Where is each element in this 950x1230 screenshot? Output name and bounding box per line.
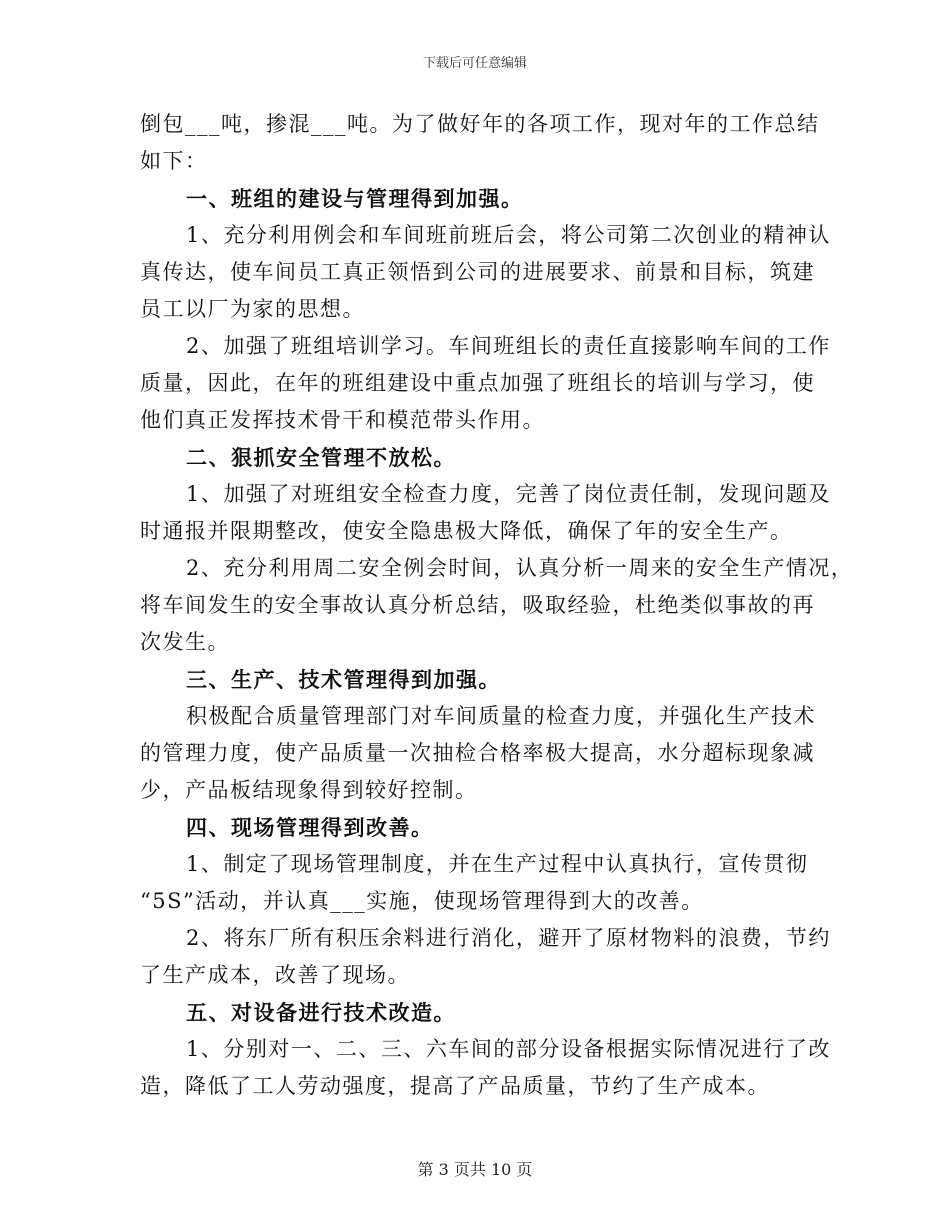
page-footer: 第 3 页共 10 页 xyxy=(417,1160,533,1179)
text-line: 积极配合质量管理部门对车间质量的检查力度，并强化生产技术 xyxy=(186,704,816,728)
section-heading: 一、班组的建设与管理得到加强。 xyxy=(186,186,524,211)
text-line: 2、将东厂所有积压余料进行消化，避开了原材物料的浪费，节约 xyxy=(186,926,831,950)
text-line: 的管理力度，使产品质量一次抽检合格率极大提高，水分超标现象减 xyxy=(140,741,815,765)
text-line: 2、充分利用周二安全例会时间，认真分析一周来的安全生产情况， xyxy=(186,556,854,580)
text-line: 了生产成本，改善了现场。 xyxy=(140,963,410,987)
text-line: “5S”活动，并认真___实施，使现场管理得到大的改善。 xyxy=(140,889,704,913)
section-heading: 五、对设备进行技术改造。 xyxy=(186,1000,456,1025)
text-line: 如下： xyxy=(140,149,208,173)
text-line: 将车间发生的安全事故认真分析总结，吸取经验，杜绝类似事故的再 xyxy=(140,593,815,617)
text-line: 质量，因此，在年的班组建设中重点加强了班组长的培训与学习，使 xyxy=(140,371,815,395)
page-header: 下载后可任意编辑 xyxy=(422,56,527,71)
text-line: 1、加强了对班组安全检查力度，完善了岗位责任制，发现问题及 xyxy=(186,482,831,506)
text-line: 2、加强了班组培训学习。车间班组长的责任直接影响车间的工作 xyxy=(186,334,831,358)
document-body xyxy=(140,106,854,1105)
text-line: 少，产品板结现象得到较好控制。 xyxy=(140,778,478,802)
text-line: 倒包___吨，掺混___吨。为了做好年的各项工作，现对年的工作总结 xyxy=(140,112,820,136)
text-line: 次发生。 xyxy=(140,630,230,654)
text-line: 他们真正发挥技术骨干和模范带头作用。 xyxy=(140,408,545,432)
section-heading: 二、狠抓安全管理不放松。 xyxy=(186,445,456,470)
text-line: 1、充分利用例会和车间班前班后会，将公司第二次创业的精神认 xyxy=(186,223,831,247)
section-heading: 三、生产、技术管理得到加强。 xyxy=(186,667,501,692)
text-line: 1、制定了现场管理制度，并在生产过程中认真执行，宣传贯彻 xyxy=(186,852,809,876)
text-line: 1、分别对一、二、三、六车间的部分设备根据实际情况进行了改 xyxy=(186,1037,831,1061)
text-line: 员工以厂为家的思想。 xyxy=(140,297,365,321)
text-line: 真传达，使车间员工真正领悟到公司的进展要求、前景和目标，筑建 xyxy=(140,260,815,284)
text-line: 时通报并限期整改，使安全隐患极大降低，确保了年的安全生产。 xyxy=(140,519,793,543)
text-line: 造，降低了工人劳动强度，提高了产品质量，节约了生产成本。 xyxy=(140,1074,770,1098)
section-heading: 四、现场管理得到改善。 xyxy=(186,815,434,840)
